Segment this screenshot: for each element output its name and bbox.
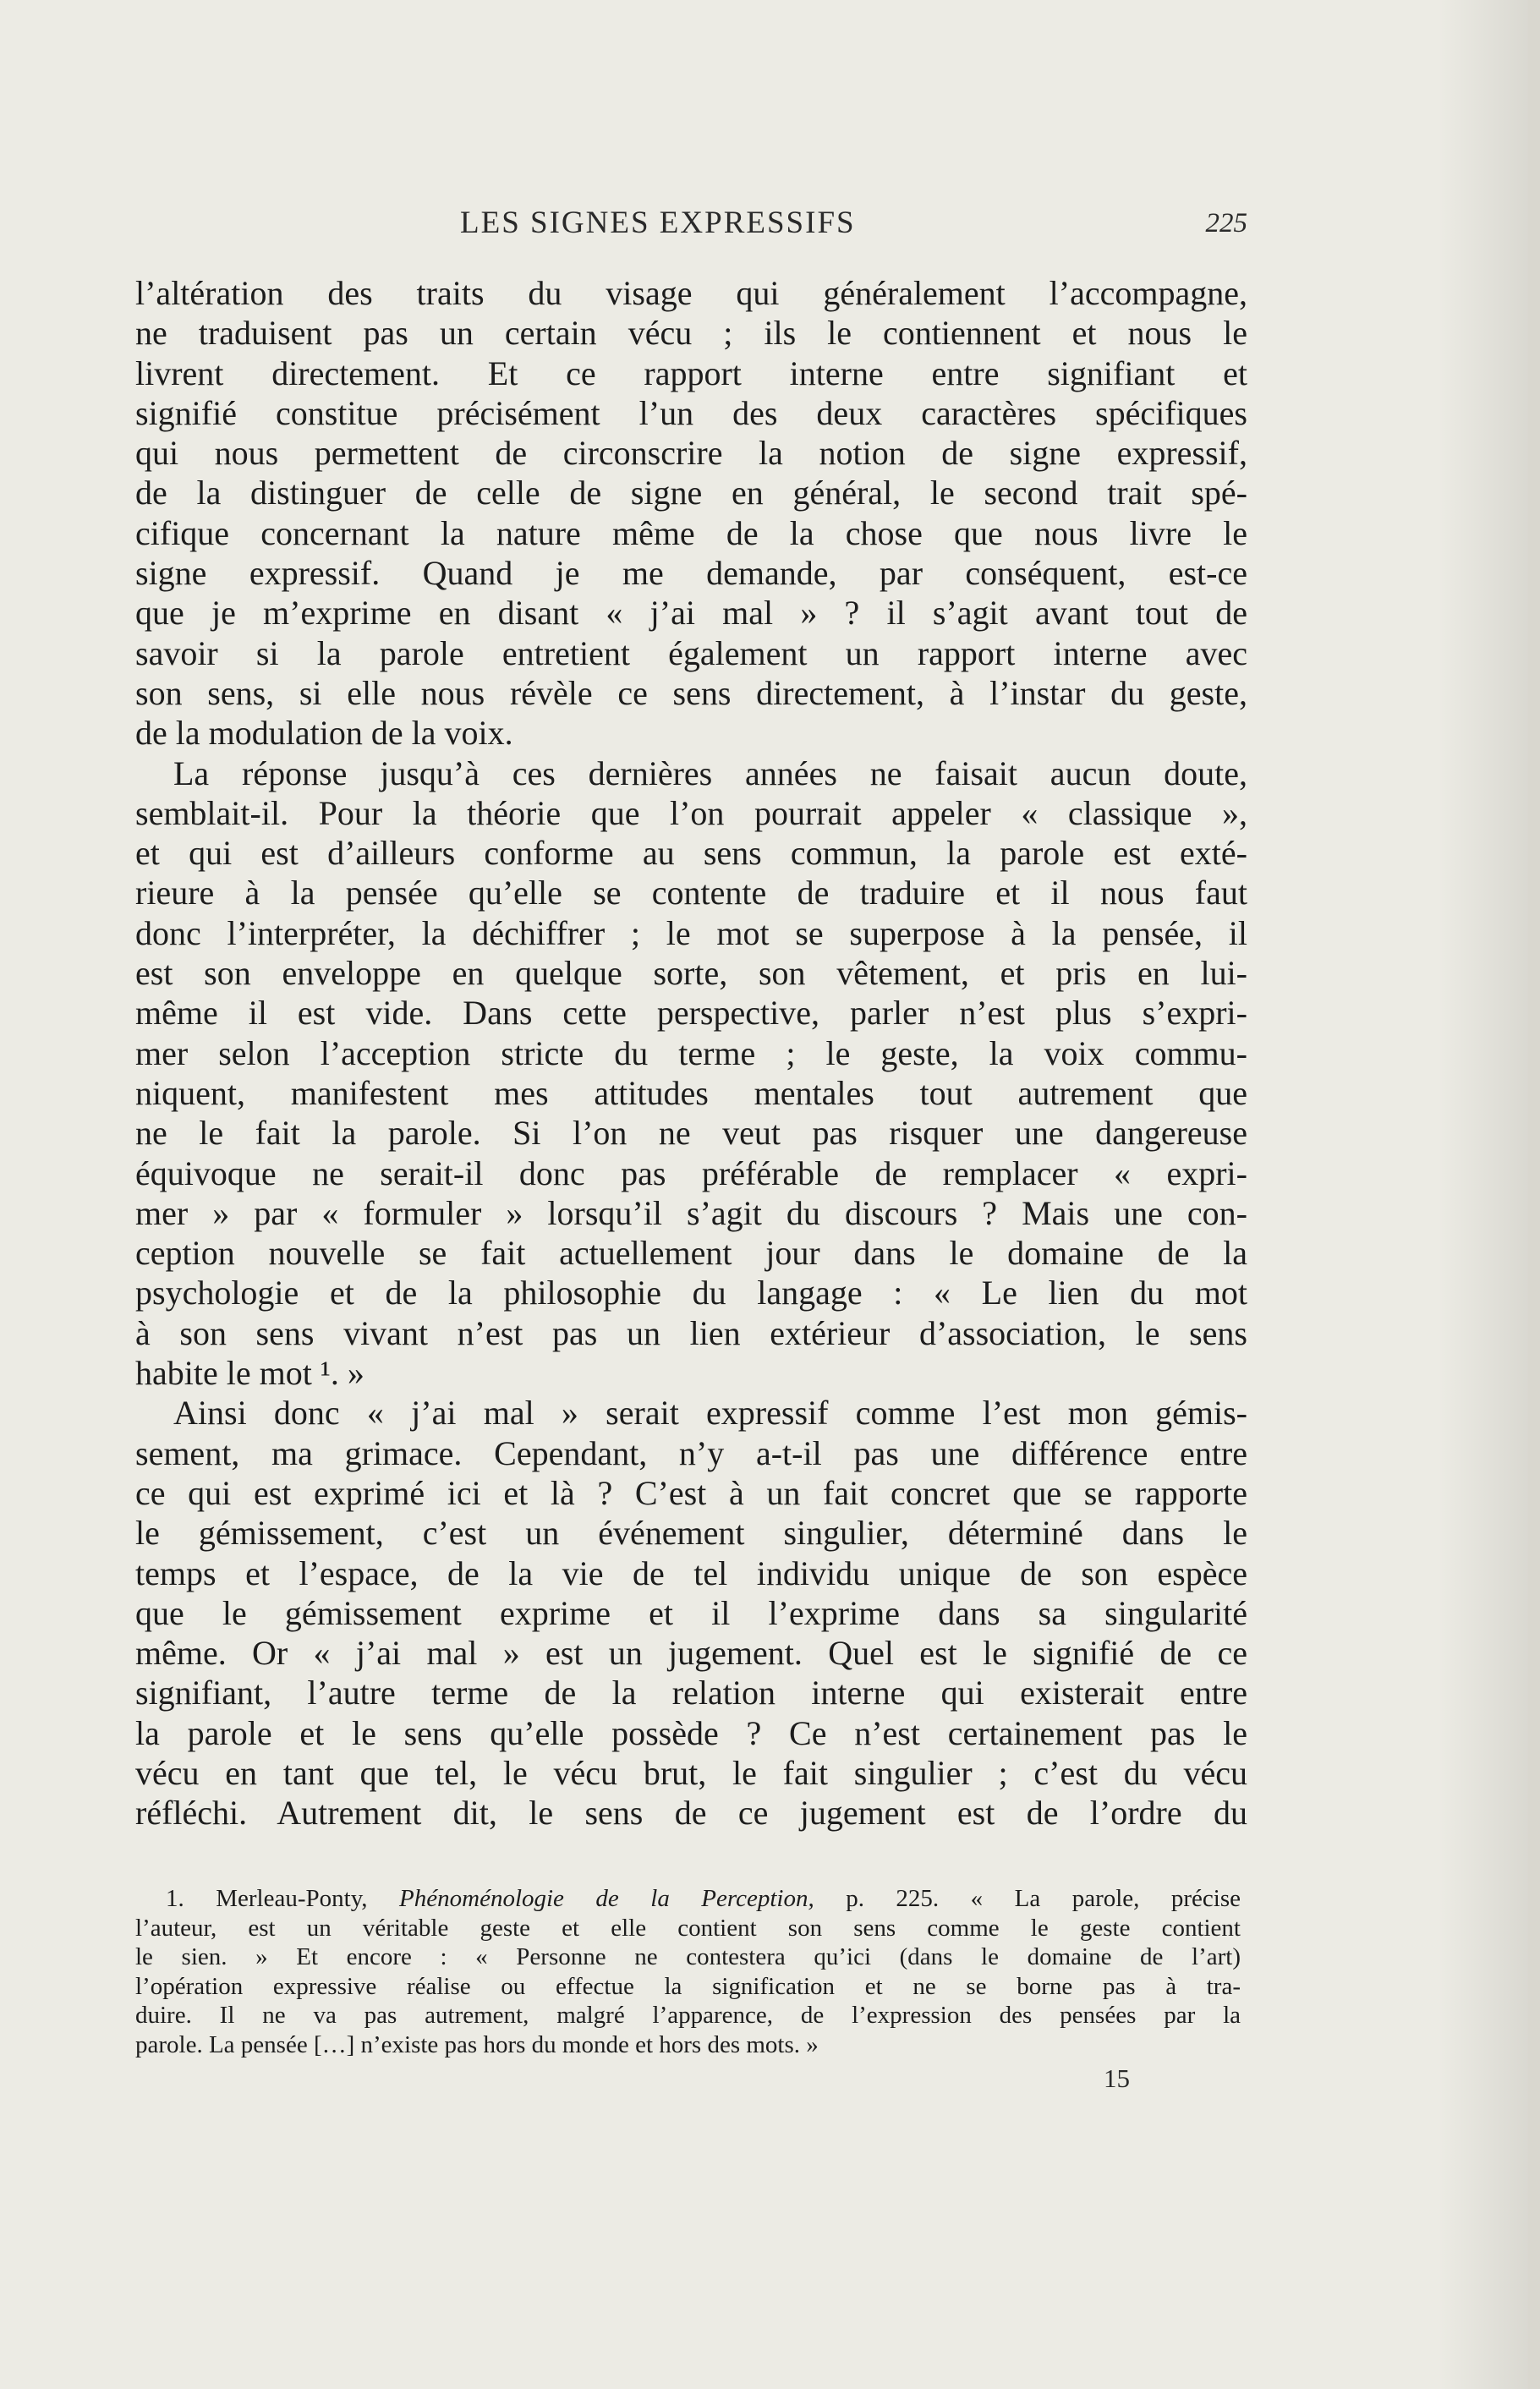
text-line: équivoque ne serait-il donc pas préférable de remplacer « expri- xyxy=(135,1153,1247,1192)
text-line: rieure à la pensée qu’elle se contente de traduire et il nous faut xyxy=(135,874,1247,912)
text-line: à son sens vivant n’est pas un lien extérieur d’association, le sens xyxy=(135,1313,1247,1352)
text-line: livrent directement. Et ce rapport interne entre signifiant et xyxy=(135,353,1247,392)
text-line: La réponse jusqu’à ces dernières années ne faisait aucun doute, xyxy=(173,753,1247,792)
text-line: est son enveloppe en quelque sorte, son vêtement, et pris en lui- xyxy=(135,954,1247,993)
body-text xyxy=(135,273,1247,1833)
text-line: de la distinguer de celle de signe en général, le second trait spé- xyxy=(135,474,1247,512)
text-line: savoir si la parole entretient également un rapport interne avec xyxy=(135,633,1247,672)
text-line: le gémissement, c’est un événement singulier, déterminé dans le xyxy=(135,1514,1247,1553)
text-line: de la modulation de la voix. xyxy=(135,714,513,753)
text-line: habite le mot ¹. » xyxy=(135,1354,364,1393)
footnote-line: l’auteur, est un véritable geste et elle contient son sens comme le geste contient xyxy=(135,1914,1241,1942)
text-line: ce qui est exprimé ici et là ? C’est à un fait concret que se rapporte xyxy=(135,1473,1247,1512)
text-line: signifiant, l’autre terme de la relation interne qui existerait entre xyxy=(135,1674,1247,1712)
text-line: ne le fait la parole. Si l’on ne veut pas risquer une dangereuse xyxy=(135,1114,1247,1153)
signature-mark: 15 xyxy=(1104,2063,1130,2093)
text-line: Ainsi donc « j’ai mal » serait expressif comme l’est mon gémis- xyxy=(173,1394,1247,1433)
text-line: ception nouvelle se fait actuellement jour dans le domaine de la xyxy=(135,1234,1247,1273)
text-line: et qui est d’ailleurs conforme au sens commun, la parole est exté- xyxy=(135,834,1247,873)
text-line: signe expressif. Quand je me demande, par conséquent, est-ce xyxy=(135,554,1247,593)
text-line: ne traduisent pas un certain vécu ; ils le contiennent et nous le xyxy=(135,314,1247,353)
text-line: même il est vide. Dans cette perspective, parler n’est plus s’expri- xyxy=(135,994,1247,1033)
text-line: l’altération des traits du visage qui généralement l’accompagne, xyxy=(135,274,1247,312)
footnote-text: p. 225. « La parole, précise xyxy=(846,1885,1241,1912)
page-edge xyxy=(1528,0,1540,2389)
text-line: sement, ma grimace. Cependant, n’y a-t-il pas une différence entre xyxy=(135,1433,1247,1472)
text-line: signifié constitue précisément l’un des deux caractères spécifiques xyxy=(135,393,1247,432)
text-line: mer » par « formuler » lorsqu’il s’agit du discours ? Mais une con- xyxy=(135,1193,1247,1232)
footnote xyxy=(135,1884,1241,2059)
footnote-line: le sien. » Et encore : « Personne ne contestera qu’ici (dans le domaine de l’art) xyxy=(135,1943,1241,1970)
text-line: son sens, si elle nous révèle ce sens directement, à l’instar du geste, xyxy=(135,673,1247,712)
footnote-line: parole. La pensée […] n’existe pas hors du monde et hors des mots. » xyxy=(135,2030,819,2058)
text-line: semblait-il. Pour la théorie que l’on pourrait appeler « classique », xyxy=(135,793,1247,832)
footnote-first-line xyxy=(135,1884,1241,1914)
text-line: mer selon l’acception stricte du terme ; le geste, la voix commu- xyxy=(135,1033,1247,1072)
text-line: cifique concernant la nature même de la chose que nous livre le xyxy=(135,513,1247,552)
text-line: temps et l’espace, de la vie de tel individu unique de son espèce xyxy=(135,1553,1247,1592)
footnote-book-title: Phénoménologie de la Perception, xyxy=(399,1885,814,1912)
text-line: la parole et le sens qu’elle possède ? Ce n’est certainement pas le xyxy=(135,1713,1247,1752)
text-line: qui nous permettent de circonscrire la notion de signe expressif, xyxy=(135,434,1247,473)
text-line: réfléchi. Autrement dit, le sens de ce jugement est de l’ordre du xyxy=(135,1794,1247,1833)
footnote-line: l’opération expressive réalise ou effectue la signification et ne se borne pas à tra- xyxy=(135,1972,1241,2000)
text-line: donc l’interpréter, la déchiffrer ; le mot se superpose à la pensée, il xyxy=(135,913,1247,952)
text-line: que le gémissement exprime et il l’exprime dans sa singularité xyxy=(135,1593,1247,1632)
page-shadow xyxy=(1439,0,1540,2389)
running-head xyxy=(135,205,1247,247)
text-line: niquent, manifestent mes attitudes mentales tout autrement que xyxy=(135,1073,1247,1112)
text-line: vécu en tant que tel, le vécu brut, le fait singulier ; c’est du vécu xyxy=(135,1753,1247,1792)
text-line: même. Or « j’ai mal » est un jugement. Quel est le signifié de ce xyxy=(135,1634,1247,1673)
running-title: LES SIGNES EXPRESSIFS xyxy=(460,205,856,240)
footnote-line: duire. Il ne va pas autrement, malgré l’apparence, de l’expression des pensées par la xyxy=(135,2002,1241,2029)
footnote-author: Merleau-Ponty, xyxy=(216,1885,368,1912)
text-line: que je m’exprime en disant « j’ai mal » ? il s’agit avant tout de xyxy=(135,594,1247,633)
text-line: psychologie et de la philosophie du langage : « Le lien du mot xyxy=(135,1274,1247,1312)
footnote-number: 1. xyxy=(166,1885,184,1912)
page-number: 225 xyxy=(1205,208,1247,238)
